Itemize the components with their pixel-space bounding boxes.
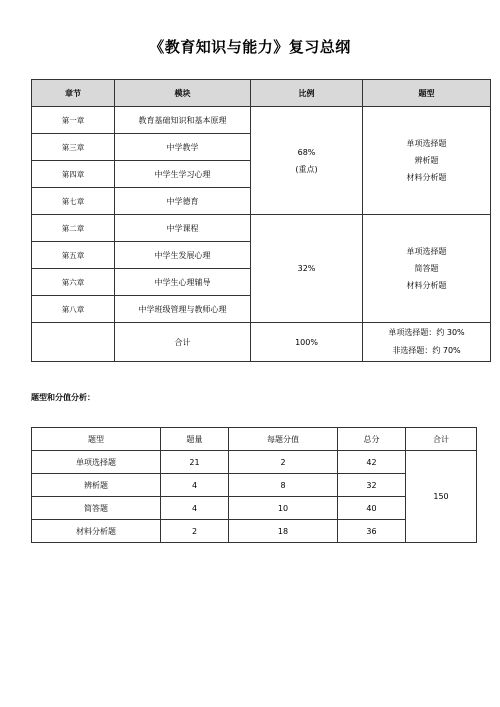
each-cell: 8: [229, 474, 338, 497]
total-types-cell: [363, 323, 491, 362]
chapter-cell: 第六章: [32, 269, 115, 296]
question-type: 材料分析题: [406, 281, 447, 290]
table-row: [32, 451, 477, 474]
total-cell: 32: [338, 474, 406, 497]
header-ratio: 比例: [251, 80, 363, 107]
count-cell: 21: [161, 451, 229, 474]
count-cell: 2: [161, 520, 229, 543]
ratio-cell: [251, 215, 363, 323]
type-cell: 单项选择题: [32, 451, 161, 474]
total-type: 单项选择题：约 30%: [388, 328, 465, 337]
header-each: 每题分值: [229, 428, 338, 451]
ratio-value: 32%: [297, 264, 316, 273]
header-type: 题型: [32, 428, 161, 451]
module-cell: 中学德育: [115, 188, 251, 215]
ratio-note: (重点): [295, 164, 318, 174]
table-header-row: [32, 80, 491, 107]
chapter-cell: 第八章: [32, 296, 115, 323]
total-ratio: 100%: [251, 323, 363, 362]
each-cell: 2: [229, 451, 338, 474]
section-heading: 题型和分值分析：: [31, 393, 95, 402]
ratio-value: 68%: [297, 147, 316, 157]
total-row: [32, 323, 491, 362]
chapter-overview-table: [31, 79, 491, 362]
type-cell: 辨析题: [32, 474, 161, 497]
question-types-cell: [363, 107, 491, 215]
chapter-cell: 第一章: [32, 107, 115, 134]
table-row: [32, 107, 491, 134]
question-type: 简答题: [414, 264, 439, 273]
module-cell: 中学生学习心理: [115, 161, 251, 188]
empty-cell: [32, 323, 115, 362]
question-type: 单项选择题: [406, 247, 447, 256]
question-type: 材料分析题: [406, 173, 447, 182]
module-cell: 教育基础知识和基本原理: [115, 107, 251, 134]
score-analysis-table: [31, 427, 477, 543]
type-cell: 材料分析题: [32, 520, 161, 543]
question-type: 辨析题: [414, 156, 439, 165]
question-type: 单项选择题: [406, 139, 447, 148]
module-cell: 中学生发展心理: [115, 242, 251, 269]
header-chapter: 章节: [32, 80, 115, 107]
total-cell: 36: [338, 520, 406, 543]
chapter-cell: 第二章: [32, 215, 115, 242]
header-sum: 合计: [406, 428, 477, 451]
count-cell: 4: [161, 497, 229, 520]
type-cell: 简答题: [32, 497, 161, 520]
table-row: [32, 215, 491, 242]
each-cell: 10: [229, 497, 338, 520]
total-cell: 42: [338, 451, 406, 474]
total-type: 非选择题：约 70%: [392, 346, 461, 355]
header-count: 题量: [161, 428, 229, 451]
header-question-type: 题型: [363, 80, 491, 107]
count-cell: 4: [161, 474, 229, 497]
each-cell: 18: [229, 520, 338, 543]
table-header-row: [32, 428, 477, 451]
module-cell: 中学生心理辅导: [115, 269, 251, 296]
chapter-cell: 第七章: [32, 188, 115, 215]
sum-cell: 150: [406, 451, 477, 543]
total-label: 合计: [115, 323, 251, 362]
total-cell: 40: [338, 497, 406, 520]
module-cell: 中学班级管理与教师心理: [115, 296, 251, 323]
header-module: 模块: [115, 80, 251, 107]
module-cell: 中学课程: [115, 215, 251, 242]
chapter-cell: 第五章: [32, 242, 115, 269]
question-types-cell: [363, 215, 491, 323]
module-cell: 中学教学: [115, 134, 251, 161]
ratio-cell: [251, 107, 363, 215]
chapter-cell: 第三章: [32, 134, 115, 161]
header-total: 总分: [338, 428, 406, 451]
page-title: 《教育知识与能力》复习总纲: [149, 38, 351, 56]
chapter-cell: 第四章: [32, 161, 115, 188]
